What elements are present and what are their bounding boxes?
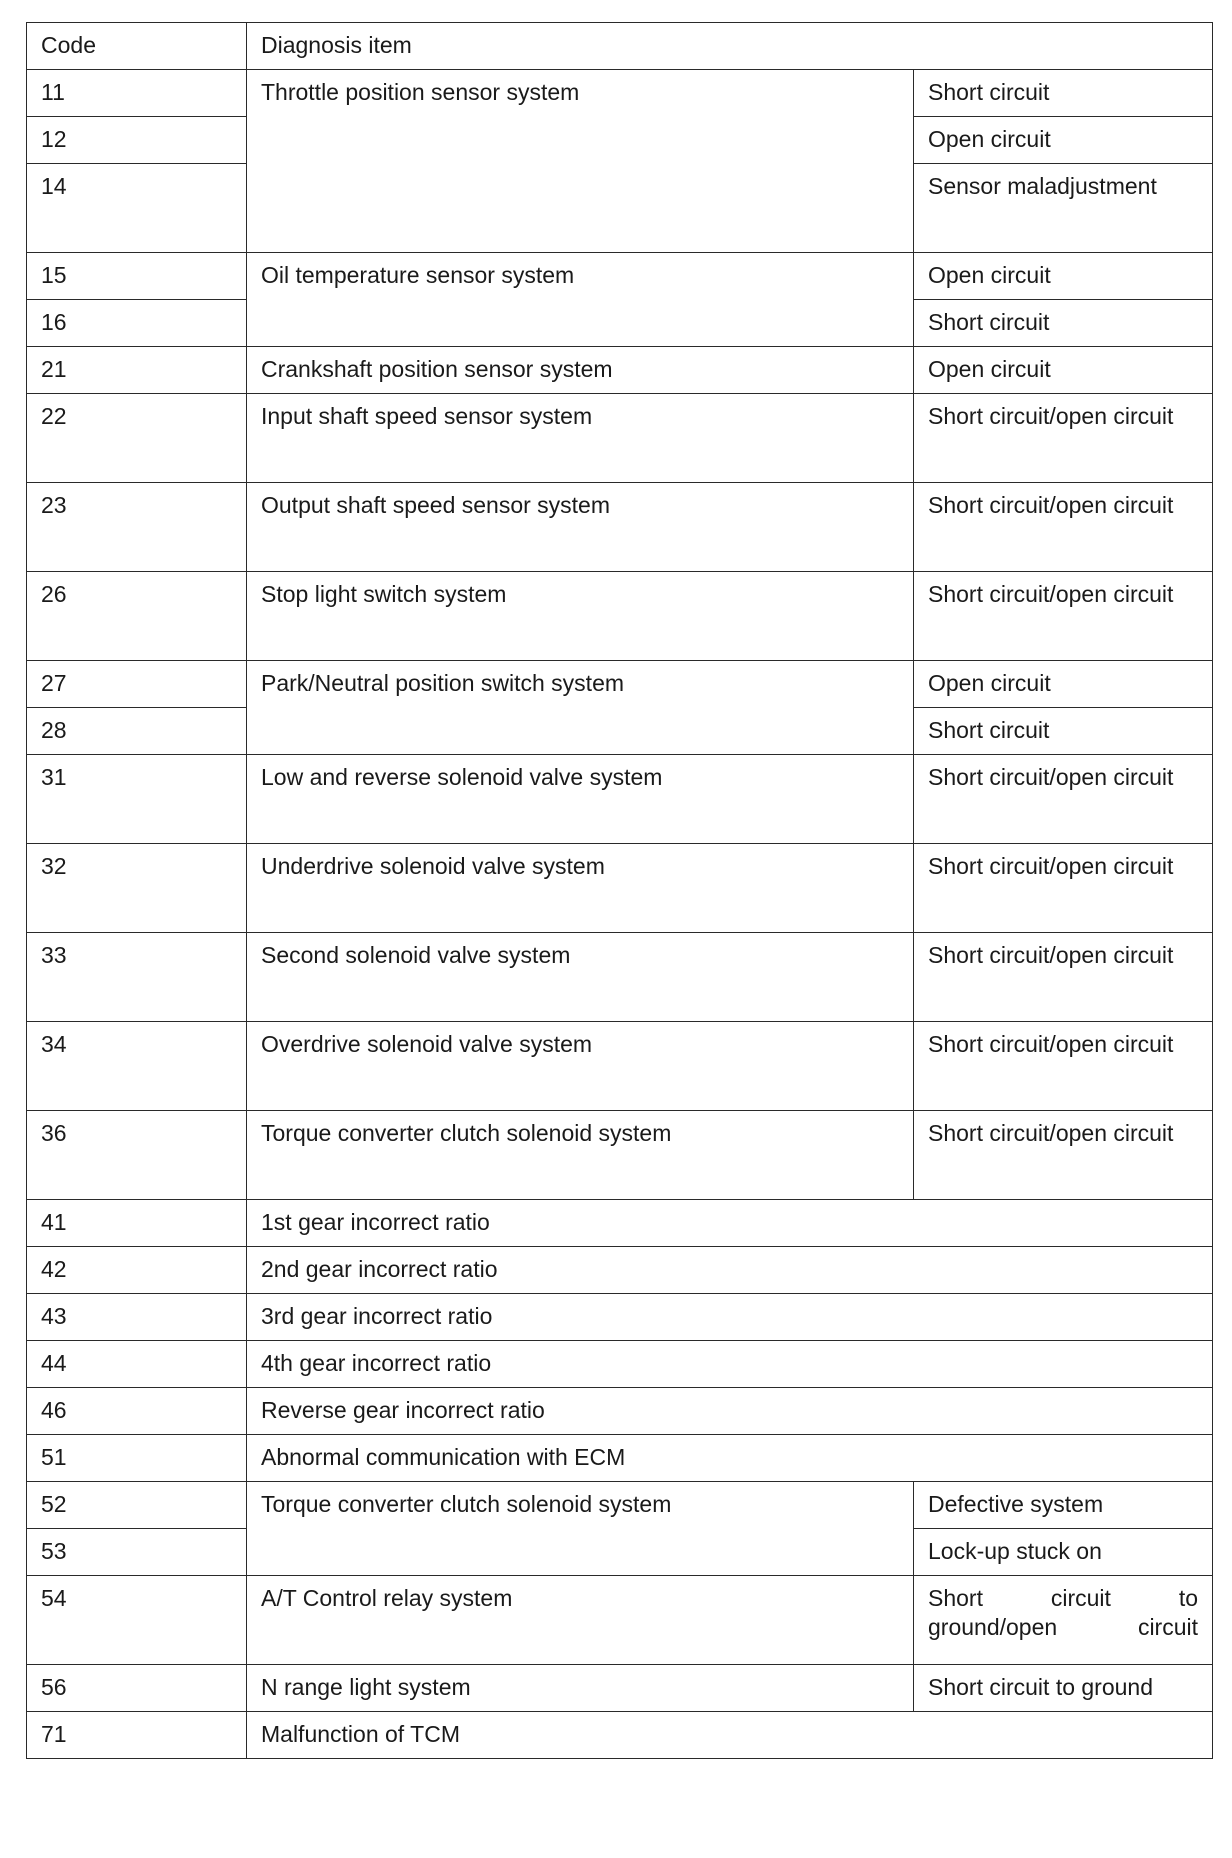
fault-cell: Open circuit — [914, 253, 1213, 300]
table-header-row — [27, 23, 1213, 70]
code-cell: 53 — [27, 1529, 247, 1576]
fault-cell: Short circuit/open circuit — [914, 844, 1213, 933]
table-row — [27, 1294, 1213, 1341]
diagnosis-item-cell: Input shaft speed sensor system — [247, 394, 914, 483]
code-cell: 33 — [27, 933, 247, 1022]
code-cell: 34 — [27, 1022, 247, 1111]
code-cell: 56 — [27, 1665, 247, 1712]
diagnosis-item-cell: 4th gear incorrect ratio — [247, 1341, 1213, 1388]
diagnosis-item-cell: Crankshaft position sensor system — [247, 347, 914, 394]
table-row — [27, 1388, 1213, 1435]
table-row — [27, 1712, 1213, 1759]
diagnosis-item-cell: Overdrive solenoid valve system — [247, 1022, 914, 1111]
table-row — [27, 572, 1213, 661]
table-row — [27, 1435, 1213, 1482]
code-cell: 71 — [27, 1712, 247, 1759]
code-cell: 52 — [27, 1482, 247, 1529]
table-row — [27, 1200, 1213, 1247]
diagnosis-item-cell: Second solenoid valve system — [247, 933, 914, 1022]
table-row — [27, 844, 1213, 933]
table-row — [27, 661, 1213, 708]
code-cell: 51 — [27, 1435, 247, 1482]
diagnosis-item-cell: 3rd gear incorrect ratio — [247, 1294, 1213, 1341]
diagnosis-item-cell: Stop light switch system — [247, 572, 914, 661]
table-row — [27, 1665, 1213, 1712]
table-row — [27, 1111, 1213, 1200]
fault-cell: Lock-up stuck on — [914, 1529, 1213, 1576]
fault-cell: Short circuit/open circuit — [914, 572, 1213, 661]
fault-cell: Short circuit/open circuit — [914, 394, 1213, 483]
header-diagnosis-item: Diagnosis item — [247, 23, 1213, 70]
diagnosis-item-cell: Malfunction of TCM — [247, 1712, 1213, 1759]
table-row — [27, 1576, 1213, 1665]
fault-cell: Open circuit — [914, 117, 1213, 164]
code-cell: 21 — [27, 347, 247, 394]
diagnosis-item-cell: Low and reverse solenoid valve system — [247, 755, 914, 844]
table-row — [27, 394, 1213, 483]
diagnosis-item-cell: Reverse gear incorrect ratio — [247, 1388, 1213, 1435]
diagnosis-item-cell: Output shaft speed sensor system — [247, 483, 914, 572]
code-cell: 26 — [27, 572, 247, 661]
diagnosis-item-cell: Throttle position sensor system — [247, 70, 914, 253]
fault-cell: Short circuit/open circuit — [914, 1022, 1213, 1111]
code-cell: 15 — [27, 253, 247, 300]
table-row — [27, 253, 1213, 300]
fault-cell: Short circuit/open circuit — [914, 1111, 1213, 1200]
code-cell: 23 — [27, 483, 247, 572]
code-cell: 36 — [27, 1111, 247, 1200]
diagnosis-item-cell: A/T Control relay system — [247, 1576, 914, 1665]
code-cell: 43 — [27, 1294, 247, 1341]
diagnosis-item-cell: Park/Neutral position switch system — [247, 661, 914, 755]
diagnosis-code-table — [26, 22, 1213, 1759]
diagnosis-item-cell: 1st gear incorrect ratio — [247, 1200, 1213, 1247]
fault-cell: Short circuit to ground/open circuit — [914, 1576, 1213, 1665]
code-cell: 28 — [27, 708, 247, 755]
code-cell: 16 — [27, 300, 247, 347]
code-cell: 14 — [27, 164, 247, 253]
fault-cell: Short circuit/open circuit — [914, 483, 1213, 572]
diagnosis-item-cell: Torque converter clutch solenoid system — [247, 1482, 914, 1576]
fault-cell: Short circuit to ground — [914, 1665, 1213, 1712]
code-cell: 31 — [27, 755, 247, 844]
table-row — [27, 1482, 1213, 1529]
header-code: Code — [27, 23, 247, 70]
fault-cell: Open circuit — [914, 347, 1213, 394]
table-row — [27, 483, 1213, 572]
diagnosis-item-cell: 2nd gear incorrect ratio — [247, 1247, 1213, 1294]
code-cell: 32 — [27, 844, 247, 933]
code-cell: 41 — [27, 1200, 247, 1247]
code-cell: 42 — [27, 1247, 247, 1294]
code-cell: 27 — [27, 661, 247, 708]
table-row — [27, 347, 1213, 394]
table-row — [27, 755, 1213, 844]
diagnosis-item-cell: Underdrive solenoid valve system — [247, 844, 914, 933]
fault-cell: Short circuit — [914, 70, 1213, 117]
fault-cell: Defective system — [914, 1482, 1213, 1529]
fault-cell: Short circuit — [914, 708, 1213, 755]
fault-cell: Open circuit — [914, 661, 1213, 708]
fault-cell: Short circuit/open circuit — [914, 755, 1213, 844]
code-cell: 54 — [27, 1576, 247, 1665]
fault-cell: Short circuit/open circuit — [914, 933, 1213, 1022]
table-row — [27, 1247, 1213, 1294]
diagnosis-item-cell: Torque converter clutch solenoid system — [247, 1111, 914, 1200]
table-row — [27, 933, 1213, 1022]
code-cell: 22 — [27, 394, 247, 483]
fault-cell: Sensor maladjustment — [914, 164, 1213, 253]
code-cell: 44 — [27, 1341, 247, 1388]
diagnosis-item-cell: N range light system — [247, 1665, 914, 1712]
diagnosis-item-cell: Oil temperature sensor system — [247, 253, 914, 347]
code-cell: 46 — [27, 1388, 247, 1435]
code-cell: 12 — [27, 117, 247, 164]
diagnosis-item-cell: Abnormal communication with ECM — [247, 1435, 1213, 1482]
fault-cell: Short circuit — [914, 300, 1213, 347]
code-cell: 11 — [27, 70, 247, 117]
table-row — [27, 70, 1213, 117]
table-row — [27, 1341, 1213, 1388]
table-row — [27, 1022, 1213, 1111]
